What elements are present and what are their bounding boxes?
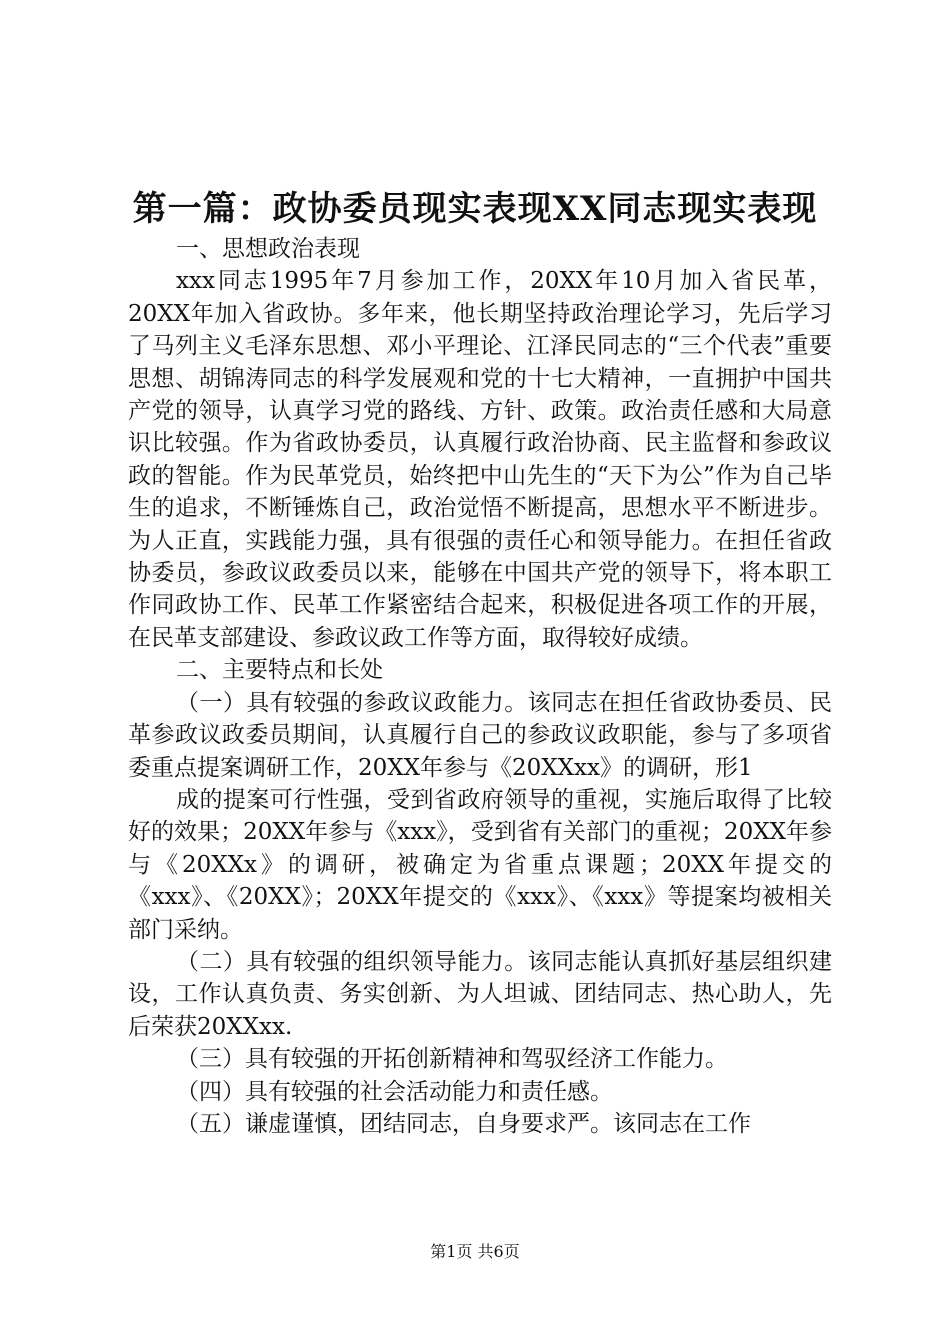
paragraph-strength-4: （四）具有较强的社会活动能力和责任感。 xyxy=(176,1078,613,1105)
document-title: 第一篇：政协委员现实表现XX同志现实表现 xyxy=(132,189,818,229)
paragraph-strength-1-continued: 成的提案可行性强，受到省政府领导的重视，实施后取得了比较好的效果；20XX年参与《xxx》，受到省有关部门的重视；20XX年参与《20XXx》的调研，被确定为省重点课题；20XX年提交的《xxx》、《20XX》；20XX年提交的《xxx》、《xxx》等提案均被相关部门采纳。 xyxy=(128,786,832,943)
section-heading-political: 一、思想政治表现 xyxy=(176,236,360,262)
page-number-footer: 第1页 共6页 xyxy=(430,1242,520,1261)
document-body xyxy=(128,233,832,1140)
paragraph-strength-5: （五）谦虚谨慎，团结同志，自身要求严。该同志在工作 xyxy=(176,1110,751,1137)
paragraph-strength-3: （三）具有较强的开拓创新精神和驾驭经济工作能力。 xyxy=(176,1046,728,1073)
paragraph-political-performance: xxx同志1995年7月参加工作，20XX年10月加入省民革，20XX年加入省政协。多年来，他长期坚持政治理论学习，先后学习了马列主义毛泽东思想、邓小平理论、江泽民同志的“三个代表”重要思想、胡锦涛同志的科学发展观和党的十七大精神，一直拥护中国共产党的领导，认真学习党的路线、方针、政策。政治责任感和大局意识比较强。作为省政协委员，认真履行政治协商、民主监督和参政议政的智能。作为民革党员，始终把中山先生的“天下为公”作为自己毕生的追求，不断锤炼自己，政治觉悟不断提高，思想水平不断进步。为人正直，实践能力强，具有很强的责任心和领导能力。在担任省政协委员，参政议政委员以来，能够在中国共产党的领导下，将本职工作同政协工作、民革工作紧密结合起来，积极促进各项工作的开展，在民革支部建设、参政议政工作等方面，取得较好成绩。 xyxy=(128,268,832,651)
paragraph-strength-2: （二）具有较强的组织领导能力。该同志能认真抓好基层组织建设，工作认真负责、务实创新、为人坦诚、团结同志、热心助人，先后荣获20XXxx. xyxy=(128,948,832,1040)
section-heading-strengths: 二、主要特点和长处 xyxy=(176,657,383,684)
paragraph-strength-1: （一）具有较强的参政议政能力。该同志在担任省政协委员、民革参政议政委员期间，认真履行自己的参政议政职能，参与了多项省委重点提案调研工作，20XX年参与《20XXxx》的调研，形1 xyxy=(128,689,832,781)
